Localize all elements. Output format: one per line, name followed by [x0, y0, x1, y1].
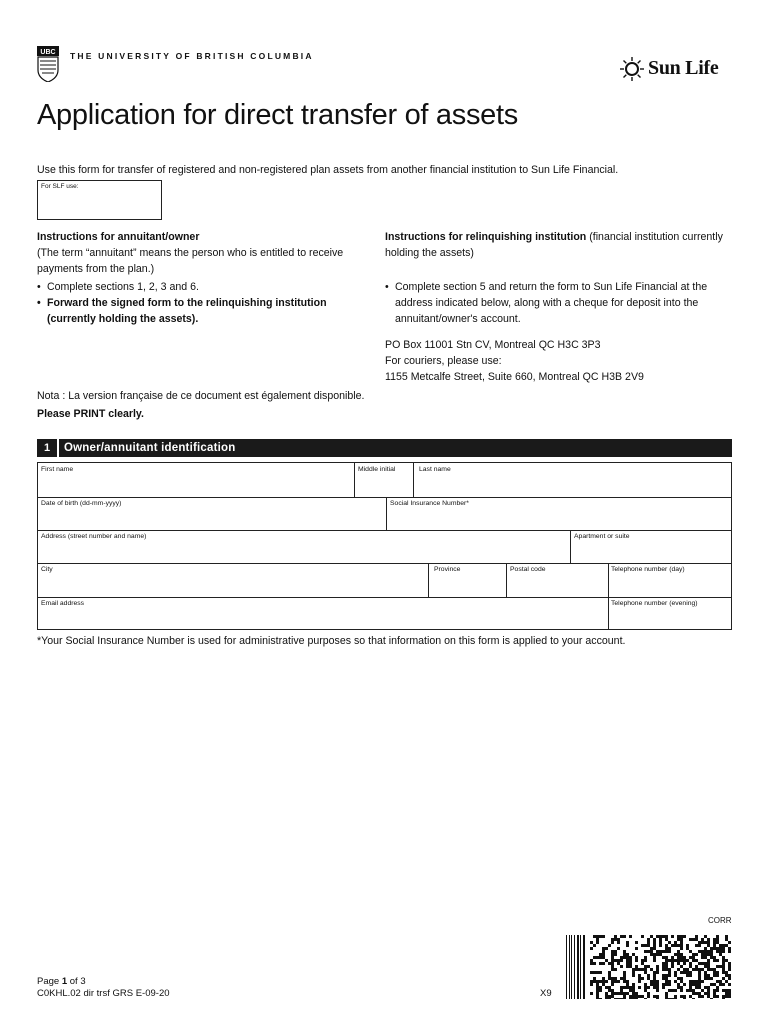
street-address: 1155 Metcalfe Street, Suite 660, Montreal QC H3B 2V9	[385, 371, 644, 383]
owner-instructions-list	[37, 279, 375, 327]
province-field[interactable]	[428, 563, 506, 597]
page-prefix: Page	[37, 976, 62, 987]
date-of-birth-label: Date of birth (dd-mm-yyyy)	[41, 500, 122, 507]
address-label: Address (street number and name)	[41, 533, 147, 540]
middle-initial-field[interactable]	[354, 463, 413, 497]
relinquishing-instructions	[385, 229, 737, 385]
relinquishing-heading-line	[385, 229, 737, 261]
ubc-crest-text: UBC	[40, 49, 56, 56]
city-label: City	[41, 566, 53, 573]
apartment-label: Apartment or suite	[574, 533, 630, 540]
postal-code-label: Postal code	[510, 566, 546, 573]
email-label: Email address	[41, 600, 85, 607]
slf-use-label: For SLF use:	[41, 183, 79, 190]
last-name-label: Last name	[419, 466, 451, 473]
ubc-name: THE UNIVERSITY OF BRITISH COLUMBIA	[70, 51, 314, 61]
po-box: PO Box 11001 Stn CV, Montreal QC H3C 3P3	[385, 339, 601, 351]
print-clearly-note: Please PRINT clearly.	[37, 408, 144, 420]
apartment-field[interactable]	[570, 530, 731, 563]
section-1-header	[37, 439, 732, 457]
address-field[interactable]	[38, 530, 570, 563]
intro-text: Use this form for transfer of registered and non-registered plan assets from another financial institution to Sun Life Financial.	[37, 164, 619, 176]
page-suffix: of 3	[67, 976, 86, 987]
owner-instructions	[37, 229, 375, 327]
barcode-icon	[566, 935, 732, 999]
relinquishing-bullet-1: • Complete section 5 and return the form to Sun Life Financial at the address indicated below, along with a cheque for deposit into the annuitant/owner's account.	[385, 279, 737, 327]
owner-bullet-1: • Complete sections 1, 2, 3 and 6.	[37, 279, 375, 295]
sunlife-brand-name: Sun Life	[648, 57, 719, 79]
postal-code-field[interactable]	[506, 563, 608, 597]
sin-footnote: *Your Social Insurance Number is used for administrative purposes so that information on this form is applied to your account.	[37, 635, 626, 647]
couriers-label: For couriers, please use:	[385, 355, 502, 367]
owner-instructions-heading: Instructions for annuitant/owner	[37, 231, 200, 243]
last-name-field[interactable]	[413, 463, 731, 497]
phone-evening-field[interactable]	[608, 597, 731, 630]
x9-label: X9	[540, 988, 552, 999]
owner-bullet-2: • Forward the signed form to the relinquishing institution (currently holding the assets).	[37, 295, 375, 327]
form-code: C0KHL.02 dir trsf GRS E-09-20	[37, 988, 170, 999]
section-1-title: Owner/annuitant identification	[64, 442, 236, 454]
city-field[interactable]	[38, 563, 428, 597]
sin-field[interactable]	[386, 497, 731, 530]
owner-identification-form	[37, 462, 732, 630]
first-name-field[interactable]	[38, 463, 354, 497]
relinquishing-list	[385, 279, 737, 327]
section-1-number: 1	[37, 439, 59, 457]
first-name-label: First name	[41, 466, 74, 473]
page-current: 1	[61, 976, 68, 987]
ubc-crest-logo	[37, 46, 59, 82]
phone-day-label: Telephone number (day)	[611, 566, 685, 573]
corr-label: CORR	[708, 916, 732, 925]
slf-use-box	[37, 180, 162, 220]
middle-initial-label: Middle initial	[358, 466, 396, 473]
phone-evening-label: Telephone number (evening)	[611, 600, 698, 607]
relinquishing-heading-suffix: (financial institution currently holding the assets)	[385, 231, 723, 259]
sin-label: Social Insurance Number*	[390, 500, 469, 507]
owner-instructions-text: (The term “annuitant” means the person who is entitled to receive payments from the plan.)	[37, 247, 344, 275]
email-field[interactable]	[38, 597, 608, 630]
page-number	[37, 976, 86, 987]
page-title: Application for direct transfer of assets	[37, 99, 518, 131]
date-of-birth-field[interactable]	[38, 497, 386, 530]
relinquishing-heading: Instructions for relinquishing institution	[385, 231, 587, 243]
sunlife-sun-icon	[619, 56, 645, 82]
phone-day-field[interactable]	[608, 563, 731, 597]
french-version-note: Nota : La version française de ce document est également disponible.	[37, 390, 365, 402]
mailing-address	[385, 337, 737, 385]
province-label: Province	[434, 566, 461, 573]
